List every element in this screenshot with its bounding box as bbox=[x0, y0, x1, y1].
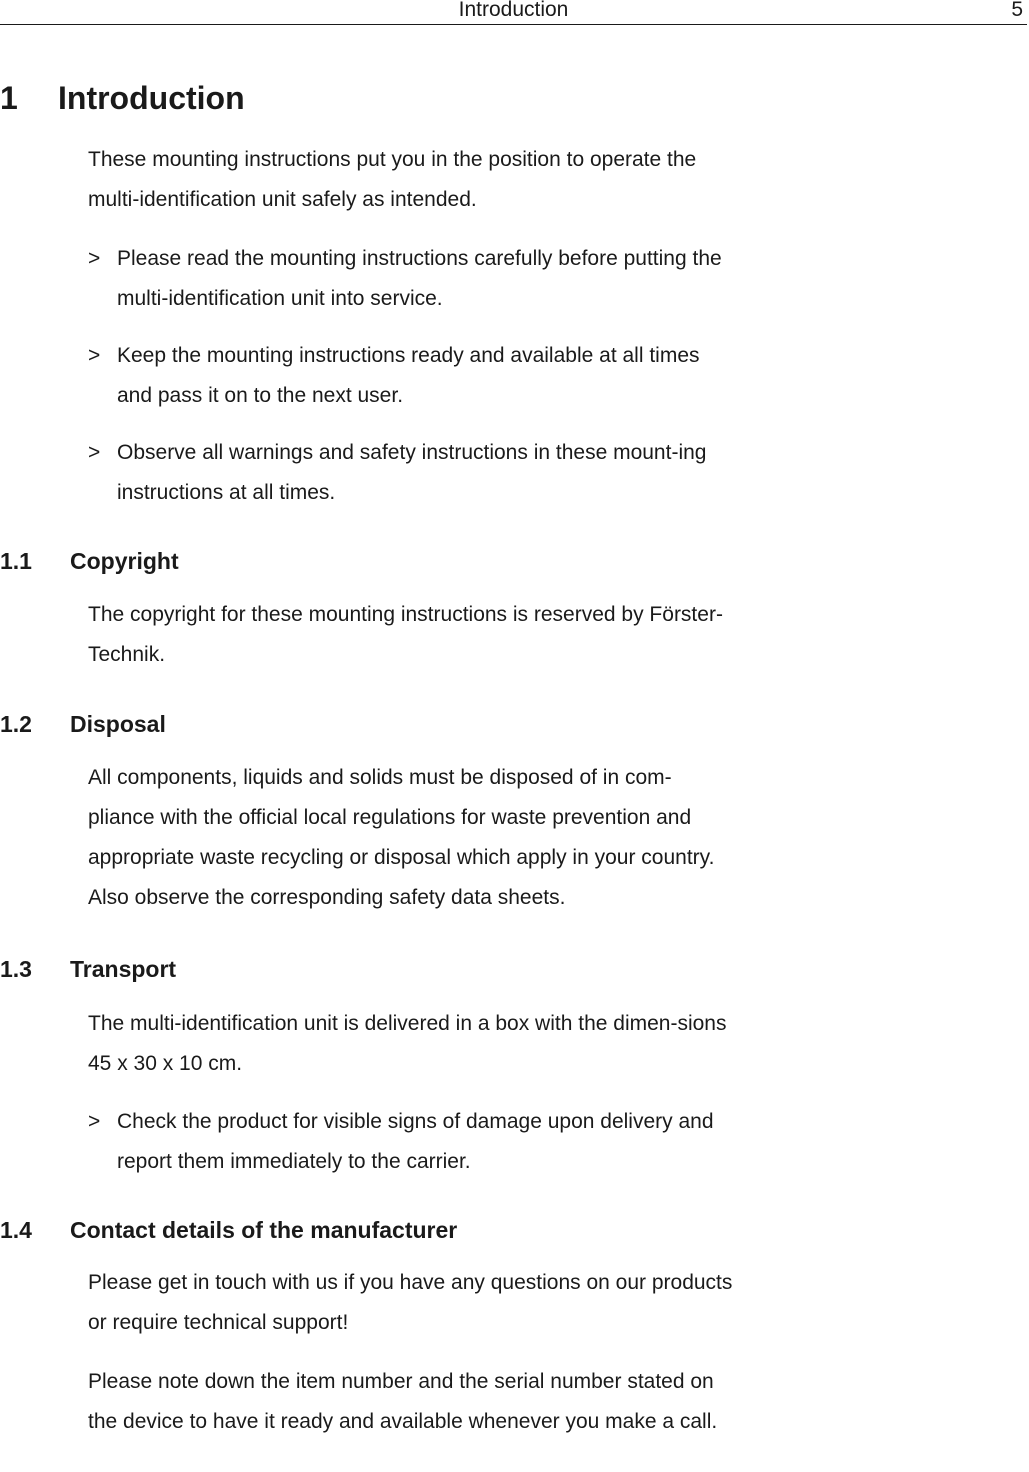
section-title: Disposal bbox=[70, 711, 166, 737]
chapter-heading bbox=[0, 80, 245, 117]
section-heading-contact bbox=[0, 1217, 457, 1244]
contact-paragraph-1: Please get in touch with us if you have any questions on our products or require technical support! bbox=[88, 1271, 733, 1334]
list-item bbox=[88, 1102, 738, 1182]
transport-paragraph: The multi-identification unit is delivered in a box with the dimen-sions 45 x 30 x 10 cm. bbox=[88, 1012, 727, 1075]
chapter-number: 1 bbox=[0, 80, 18, 116]
chapter-title: Introduction bbox=[58, 80, 245, 116]
header-title: Introduction bbox=[458, 0, 569, 21]
section-title: Transport bbox=[70, 956, 177, 982]
section-number: 1.4 bbox=[0, 1217, 32, 1243]
section-number: 1.2 bbox=[0, 711, 32, 737]
list-item-text: Please read the mounting instructions carefully before putting the multi-identification unit into service. bbox=[117, 247, 722, 310]
bullet-marker: > bbox=[88, 441, 101, 464]
list-item-text: Observe all warnings and safety instructions in these mount-ing instructions at all times. bbox=[117, 441, 707, 504]
section-heading-transport bbox=[0, 956, 176, 983]
list-item bbox=[88, 239, 738, 319]
section-title: Copyright bbox=[70, 548, 179, 574]
disposal-paragraph: All components, liquids and solids must be disposed of in com-pliance with the official local regulations for waste prevention and appropriate waste recycling or disposal which apply in your country. Also observe the corresponding safety data sheets. bbox=[88, 766, 715, 909]
running-header bbox=[0, 0, 1027, 25]
list-item bbox=[88, 433, 738, 513]
section-title: Contact details of the manufacturer bbox=[70, 1217, 458, 1243]
list-item-text: Keep the mounting instructions ready and available at all times and pass it on to the next user. bbox=[117, 344, 700, 407]
section-heading-copyright bbox=[0, 548, 179, 575]
contact-paragraph-2: Please note down the item number and the serial number stated on the device to have it ready and available whenever you make a call. bbox=[88, 1370, 718, 1433]
bullet-marker: > bbox=[88, 344, 101, 367]
list-item-text: Check the product for visible signs of damage upon delivery and report them immediately to the carrier. bbox=[117, 1110, 714, 1173]
section-number: 1.1 bbox=[0, 548, 32, 574]
bullet-marker: > bbox=[88, 247, 101, 270]
copyright-paragraph: The copyright for these mounting instructions is reserved by Förster-Technik. bbox=[88, 603, 723, 666]
section-heading-disposal bbox=[0, 711, 166, 738]
chapter-intro: These mounting instructions put you in the position to operate the multi-identification unit safely as intended. bbox=[88, 148, 697, 211]
page-number: 5 bbox=[1011, 0, 1023, 21]
section-number: 1.3 bbox=[0, 956, 32, 982]
bullet-marker: > bbox=[88, 1110, 101, 1133]
list-item bbox=[88, 336, 738, 416]
